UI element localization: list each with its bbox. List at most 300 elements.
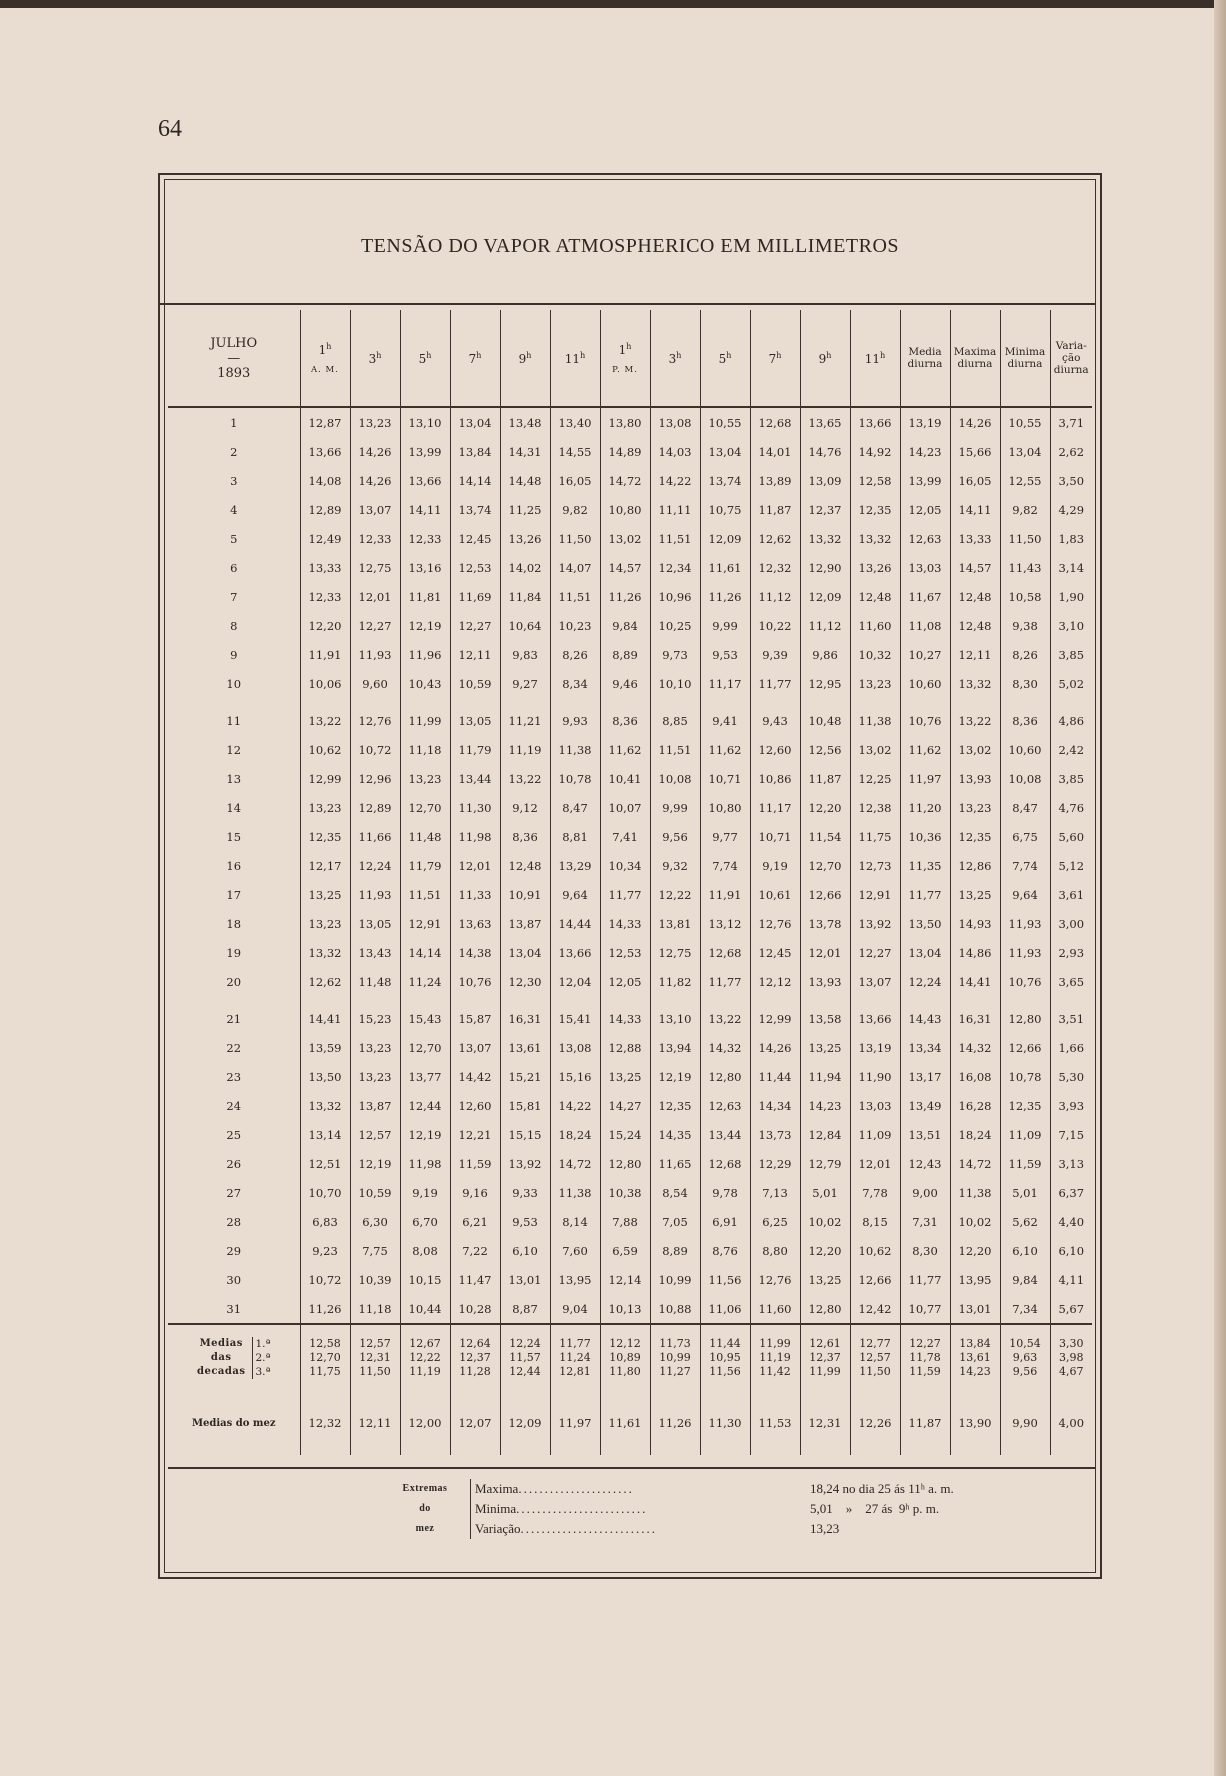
value-cell: 12,11 (450, 640, 500, 669)
value-cell: 11,62 (600, 735, 650, 764)
value-cell: 13,44 (700, 1120, 750, 1149)
value-cell: 11,60 (750, 1294, 800, 1324)
value-cell: 9,99 (700, 611, 750, 640)
decade-mean-value: 11,44 (709, 1337, 741, 1350)
hour-value: 9 (518, 351, 527, 366)
value-cell: 9,04 (550, 1294, 600, 1324)
value-cell: 11,77 (700, 967, 750, 996)
value-cell: 12,68 (700, 1149, 750, 1178)
value-cell: 12,48 (850, 582, 900, 611)
table-row (168, 1120, 1092, 1149)
value-cell: 12,45 (450, 524, 500, 553)
value-cell: 11,12 (800, 611, 850, 640)
value-cell: 7,15 (1050, 1120, 1092, 1149)
value-cell: 5,12 (1050, 851, 1092, 880)
value-cell: 9,83 (500, 640, 550, 669)
decade-number: 1.ª (255, 1338, 271, 1350)
value-cell: 13,49 (900, 1091, 950, 1120)
day-cell: 6 (230, 560, 238, 575)
value-cell: 10,06 (300, 669, 350, 698)
hour-value: 1 (318, 342, 327, 357)
value-cell: 16,31 (950, 996, 1000, 1033)
month-mean-cell: 12,00 (400, 1391, 450, 1455)
value-cell: 13,01 (500, 1265, 550, 1294)
decade-mean-value: 10,54 (1009, 1337, 1041, 1350)
value-cell: 9,53 (700, 640, 750, 669)
month-mean-cell: 12,11 (350, 1391, 400, 1455)
value-cell: 12,63 (900, 524, 950, 553)
value-cell: 8,81 (550, 822, 600, 851)
value-cell: 13,95 (550, 1265, 600, 1294)
value-cell: 12,29 (750, 1149, 800, 1178)
value-cell: 10,25 (650, 611, 700, 640)
decade-means-cell (450, 1324, 500, 1391)
table-row (168, 1062, 1092, 1091)
decade-mean-value: 12,12 (609, 1337, 641, 1350)
month-mean-cell: 11,26 (650, 1391, 700, 1455)
value-cell: 16,05 (550, 466, 600, 495)
day-cell: 22 (226, 1040, 242, 1055)
value-cell: 13,22 (950, 698, 1000, 735)
hour-header (550, 310, 600, 407)
value-cell: 10,44 (400, 1294, 450, 1324)
decade-mean-value: 12,24 (509, 1337, 541, 1350)
page-number: 64 (158, 116, 182, 142)
decade-mean-value: 11,24 (559, 1351, 591, 1364)
value-cell: 14,93 (950, 909, 1000, 938)
decade-label-line: Medias (199, 1338, 243, 1349)
decade-means-cell (800, 1324, 850, 1391)
leader-dots: .......................... (520, 1521, 657, 1536)
extreme-item-variacao (475, 1519, 795, 1539)
value-cell: 13,12 (700, 909, 750, 938)
value-cell: 10,72 (300, 1265, 350, 1294)
table-frame (158, 173, 1102, 1579)
value-cell: 10,64 (500, 611, 550, 640)
value-cell: 12,12 (750, 967, 800, 996)
decade-mean-value: 4,67 (1059, 1365, 1084, 1378)
extremes-divider (168, 1467, 1096, 1469)
value-cell: 16,28 (950, 1091, 1000, 1120)
value-cell: 11,06 (700, 1294, 750, 1324)
value-cell: 13,89 (750, 466, 800, 495)
value-cell: 9,82 (550, 495, 600, 524)
table-row (168, 524, 1092, 553)
month-mean-cell: 11,87 (900, 1391, 950, 1455)
value-cell: 12,24 (350, 851, 400, 880)
value-cell: 6,10 (1050, 1236, 1092, 1265)
value-cell: 10,34 (600, 851, 650, 880)
table-row (168, 793, 1092, 822)
extremes-values (810, 1479, 1070, 1539)
value-cell: 12,25 (850, 764, 900, 793)
decade-means-cell (950, 1324, 1000, 1391)
hour-header (600, 310, 650, 407)
value-cell: 7,60 (550, 1236, 600, 1265)
value-cell: 9,38 (1000, 611, 1050, 640)
stat-header-line: diurna (1007, 358, 1043, 370)
value-cell: 12,05 (900, 495, 950, 524)
extreme-item-label: Variação (475, 1521, 521, 1536)
hour-superscript: h (676, 350, 682, 360)
day-cell: 27 (226, 1185, 242, 1200)
value-cell: 11,61 (700, 553, 750, 582)
value-cell: 4,11 (1050, 1265, 1092, 1294)
decade-mean-value: 12,58 (309, 1337, 341, 1350)
value-cell: 10,76 (450, 967, 500, 996)
value-cell: 14,01 (750, 437, 800, 466)
day-cell: 30 (226, 1272, 242, 1287)
month-mean-cell: 12,07 (450, 1391, 500, 1455)
day-cell: 26 (226, 1156, 242, 1171)
value-cell: 13,23 (350, 1062, 400, 1091)
stat-header-line: Varia- (1055, 340, 1087, 352)
value-cell: 5,01 (1000, 1178, 1050, 1207)
value-cell: 14,14 (450, 466, 500, 495)
decade-means-cell (750, 1324, 800, 1391)
decade-mean-value: 11,57 (509, 1351, 541, 1364)
hour-header (750, 310, 800, 407)
extreme-item-label: Maxima (475, 1481, 519, 1496)
value-cell: 11,38 (550, 1178, 600, 1207)
value-cell: 3,85 (1050, 640, 1092, 669)
value-cell: 4,40 (1050, 1207, 1092, 1236)
value-cell: 10,71 (750, 822, 800, 851)
decade-mean-value: 12,81 (559, 1365, 591, 1378)
value-cell: 13,23 (400, 764, 450, 793)
value-cell: 15,16 (550, 1062, 600, 1091)
value-cell: 16,31 (500, 996, 550, 1033)
value-cell: 14,42 (450, 1062, 500, 1091)
year-label: 1893 (217, 365, 251, 381)
table-row (168, 1091, 1092, 1120)
value-cell: 10,02 (800, 1207, 850, 1236)
value-cell: 12,20 (950, 1236, 1000, 1265)
value-cell: 13,09 (800, 466, 850, 495)
value-cell: 11,25 (500, 495, 550, 524)
value-cell: 12,19 (400, 611, 450, 640)
value-cell: 15,43 (400, 996, 450, 1033)
value-cell: 14,11 (400, 495, 450, 524)
value-cell: 11,77 (750, 669, 800, 698)
value-cell: 13,77 (400, 1062, 450, 1091)
value-cell: 10,36 (900, 822, 950, 851)
value-cell: 13,19 (900, 407, 950, 437)
value-cell: 13,04 (450, 407, 500, 437)
value-cell: 13,10 (650, 996, 700, 1033)
decade-label-line: decadas (196, 1366, 246, 1377)
day-cell: 19 (226, 945, 242, 960)
value-cell: 11,51 (650, 735, 700, 764)
value-cell: 12,01 (350, 582, 400, 611)
value-cell: 10,72 (350, 735, 400, 764)
value-cell: 12,51 (300, 1149, 350, 1178)
value-cell: 3,10 (1050, 611, 1092, 640)
value-cell: 13,63 (450, 909, 500, 938)
value-cell: 12,20 (300, 611, 350, 640)
value-cell: 12,01 (850, 1149, 900, 1178)
value-cell: 9,64 (550, 880, 600, 909)
value-cell: 14,26 (750, 1033, 800, 1062)
decade-mean-value: 12,37 (459, 1351, 491, 1364)
decade-mean-value: 12,44 (509, 1365, 541, 1378)
value-cell: 13,01 (950, 1294, 1000, 1324)
value-cell: 13,43 (350, 938, 400, 967)
value-cell: 12,63 (700, 1091, 750, 1120)
value-cell: 11,75 (850, 822, 900, 851)
value-cell: 14,33 (600, 909, 650, 938)
hour-header (800, 310, 850, 407)
value-cell: 14,48 (500, 466, 550, 495)
day-cell: 16 (226, 858, 242, 873)
value-cell: 12,58 (850, 466, 900, 495)
month-means-label: Medias do mez (191, 1417, 276, 1429)
value-cell: 11,50 (550, 524, 600, 553)
table-row (168, 764, 1092, 793)
value-cell: 5,62 (1000, 1207, 1050, 1236)
value-cell: 14,02 (500, 553, 550, 582)
value-cell: 13,51 (900, 1120, 950, 1149)
value-cell: 13,08 (550, 1033, 600, 1062)
value-cell: 14,38 (450, 938, 500, 967)
value-cell: 8,89 (650, 1236, 700, 1265)
value-cell: 10,41 (600, 764, 650, 793)
value-cell: 12,90 (800, 553, 850, 582)
value-cell: 14,03 (650, 437, 700, 466)
value-cell: 3,93 (1050, 1091, 1092, 1120)
value-cell: 13,29 (550, 851, 600, 880)
value-cell: 14,92 (850, 437, 900, 466)
value-cell: 12,27 (350, 611, 400, 640)
decade-means-cell (500, 1324, 550, 1391)
value-cell: 11,51 (550, 582, 600, 611)
value-cell: 9,82 (1000, 495, 1050, 524)
value-cell: 6,83 (300, 1207, 350, 1236)
extreme-value-minima: 5,01 » 27 ás 9ʰ p. m. (810, 1501, 940, 1516)
hour-superscript: h (580, 350, 586, 360)
table-row (168, 1033, 1092, 1062)
value-cell: 14,23 (900, 437, 950, 466)
value-cell: 11,93 (1000, 938, 1050, 967)
decade-mean-value: 9,63 (1012, 1351, 1038, 1364)
value-cell: 12,30 (500, 967, 550, 996)
stat-header (900, 310, 950, 407)
value-cell: 9,53 (500, 1207, 550, 1236)
hour-value: 3 (668, 351, 677, 366)
decade-means-cell (1000, 1324, 1050, 1391)
day-cell: 9 (230, 647, 238, 662)
table-row (168, 495, 1092, 524)
value-cell: 8,47 (550, 793, 600, 822)
value-cell: 12,70 (800, 851, 850, 880)
value-cell: 12,75 (650, 938, 700, 967)
decade-mean-value: 11,28 (459, 1365, 491, 1378)
value-cell: 12,45 (750, 938, 800, 967)
value-cell: 5,02 (1050, 669, 1092, 698)
value-cell: 11,84 (500, 582, 550, 611)
value-cell: 12,33 (350, 524, 400, 553)
value-cell: 13,22 (700, 996, 750, 1033)
value-cell: 10,96 (650, 582, 700, 611)
day-cell: 17 (226, 887, 242, 902)
month-mean-cell: 12,09 (500, 1391, 550, 1455)
value-cell: 9,84 (1000, 1265, 1050, 1294)
value-cell: 13,80 (600, 407, 650, 437)
value-cell: 14,08 (300, 466, 350, 495)
value-cell: 10,28 (450, 1294, 500, 1324)
value-cell: 11,26 (700, 582, 750, 611)
decade-mean-value: 11,56 (709, 1365, 741, 1378)
value-cell: 12,09 (700, 524, 750, 553)
value-cell: 12,91 (850, 880, 900, 909)
day-cell: 5 (230, 531, 238, 546)
value-cell: 13,92 (850, 909, 900, 938)
hour-superscript: h (426, 350, 432, 360)
value-cell: 10,62 (300, 735, 350, 764)
decade-mean-value: 12,22 (409, 1351, 441, 1364)
value-cell: 11,18 (400, 735, 450, 764)
value-cell: 12,35 (650, 1091, 700, 1120)
value-cell: 11,26 (300, 1294, 350, 1324)
value-cell: 11,79 (450, 735, 500, 764)
decade-mean-value: 11,99 (759, 1337, 791, 1350)
value-cell: 13,25 (600, 1062, 650, 1091)
decade-mean-value: 14,23 (959, 1365, 991, 1378)
value-cell: 13,23 (300, 909, 350, 938)
table-row (168, 851, 1092, 880)
value-cell: 12,80 (1000, 996, 1050, 1033)
hour-header (650, 310, 700, 407)
value-cell: 11,12 (750, 582, 800, 611)
value-cell: 14,86 (950, 938, 1000, 967)
hour-header (300, 310, 350, 407)
decade-mean-value: 13,61 (959, 1351, 991, 1364)
extreme-value-variacao: 13,23 (810, 1521, 840, 1536)
value-cell: 13,22 (300, 698, 350, 735)
table-row (168, 822, 1092, 851)
value-cell: 12,79 (800, 1149, 850, 1178)
value-cell: 8,15 (850, 1207, 900, 1236)
decade-mean-value: 12,57 (359, 1337, 391, 1350)
value-cell: 13,33 (300, 553, 350, 582)
value-cell: 15,87 (450, 996, 500, 1033)
value-cell: 7,75 (350, 1236, 400, 1265)
value-cell: 13,16 (400, 553, 450, 582)
value-cell: 16,05 (950, 466, 1000, 495)
value-cell: 7,88 (600, 1207, 650, 1236)
value-cell: 12,60 (750, 735, 800, 764)
decade-number: 3.ª (255, 1366, 271, 1378)
decade-means-row (168, 1324, 1092, 1391)
value-cell: 7,31 (900, 1207, 950, 1236)
extreme-item-maxima (475, 1479, 795, 1499)
value-cell: 8,36 (1000, 698, 1050, 735)
value-cell: 13,02 (950, 735, 1000, 764)
value-cell: 10,07 (600, 793, 650, 822)
value-cell: 12,80 (600, 1149, 650, 1178)
value-cell: 11,69 (450, 582, 500, 611)
day-cell: 1 (230, 415, 238, 430)
value-cell: 13,02 (850, 735, 900, 764)
value-cell: 10,32 (850, 640, 900, 669)
table-row (168, 938, 1092, 967)
value-cell: 15,41 (550, 996, 600, 1033)
value-cell: 8,80 (750, 1236, 800, 1265)
value-cell: 11,54 (800, 822, 850, 851)
value-cell: 9,77 (700, 822, 750, 851)
value-cell: 10,43 (400, 669, 450, 698)
value-cell: 13,07 (850, 967, 900, 996)
value-cell: 14,41 (950, 967, 1000, 996)
value-cell: 15,66 (950, 437, 1000, 466)
value-cell: 7,13 (750, 1178, 800, 1207)
value-cell: 10,22 (750, 611, 800, 640)
value-cell: 14,32 (950, 1033, 1000, 1062)
value-cell: 13,23 (350, 1033, 400, 1062)
decade-mean-value: 12,77 (859, 1337, 891, 1350)
value-cell: 10,75 (700, 495, 750, 524)
value-cell: 12,66 (800, 880, 850, 909)
title-divider (160, 303, 1096, 305)
meridiem-label: A. M. (311, 364, 339, 375)
value-cell: 9,93 (550, 698, 600, 735)
value-cell: 10,55 (1000, 407, 1050, 437)
value-cell: 10,59 (450, 669, 500, 698)
value-cell: 11,59 (450, 1149, 500, 1178)
value-cell: 12,43 (900, 1149, 950, 1178)
day-cell: 13 (226, 771, 242, 786)
value-cell: 9,56 (650, 822, 700, 851)
header-row (168, 310, 1092, 407)
value-cell: 3,00 (1050, 909, 1092, 938)
value-cell: 10,70 (300, 1178, 350, 1207)
day-cell: 11 (226, 713, 242, 728)
value-cell: 12,86 (950, 851, 1000, 880)
value-cell: 11,67 (900, 582, 950, 611)
value-cell: 11,79 (400, 851, 450, 880)
value-cell: 8,26 (1000, 640, 1050, 669)
value-cell: 13,74 (700, 466, 750, 495)
value-cell: 12,27 (850, 938, 900, 967)
decade-mean-value: 12,27 (909, 1337, 941, 1350)
value-cell: 12,44 (400, 1091, 450, 1120)
value-cell: 9,12 (500, 793, 550, 822)
value-cell: 11,93 (1000, 909, 1050, 938)
value-cell: 12,33 (300, 582, 350, 611)
value-cell: 10,08 (1000, 764, 1050, 793)
value-cell: 11,66 (350, 822, 400, 851)
value-cell: 14,72 (950, 1149, 1000, 1178)
day-cell: 15 (226, 829, 242, 844)
value-cell: 13,61 (500, 1033, 550, 1062)
table-row (168, 1149, 1092, 1178)
value-cell: 14,57 (950, 553, 1000, 582)
value-cell: 8,87 (500, 1294, 550, 1324)
value-cell: 11,62 (900, 735, 950, 764)
page-title: TENSÃO DO VAPOR ATMOSPHERICO EM MILLIMETROS (360, 235, 900, 257)
value-cell: 12,42 (850, 1294, 900, 1324)
day-cell: 2 (230, 444, 238, 459)
extreme-value-maxima: 18,24 no dia 25 ás 11ʰ a. m. (810, 1481, 954, 1496)
value-cell: 12,35 (1000, 1091, 1050, 1120)
value-cell: 11,38 (550, 735, 600, 764)
month-mean-cell: 11,53 (750, 1391, 800, 1455)
hour-value: 11 (864, 351, 881, 366)
page-top-edge (0, 0, 1226, 8)
value-cell: 11,98 (400, 1149, 450, 1178)
value-cell: 12,33 (400, 524, 450, 553)
value-cell: 11,51 (400, 880, 450, 909)
